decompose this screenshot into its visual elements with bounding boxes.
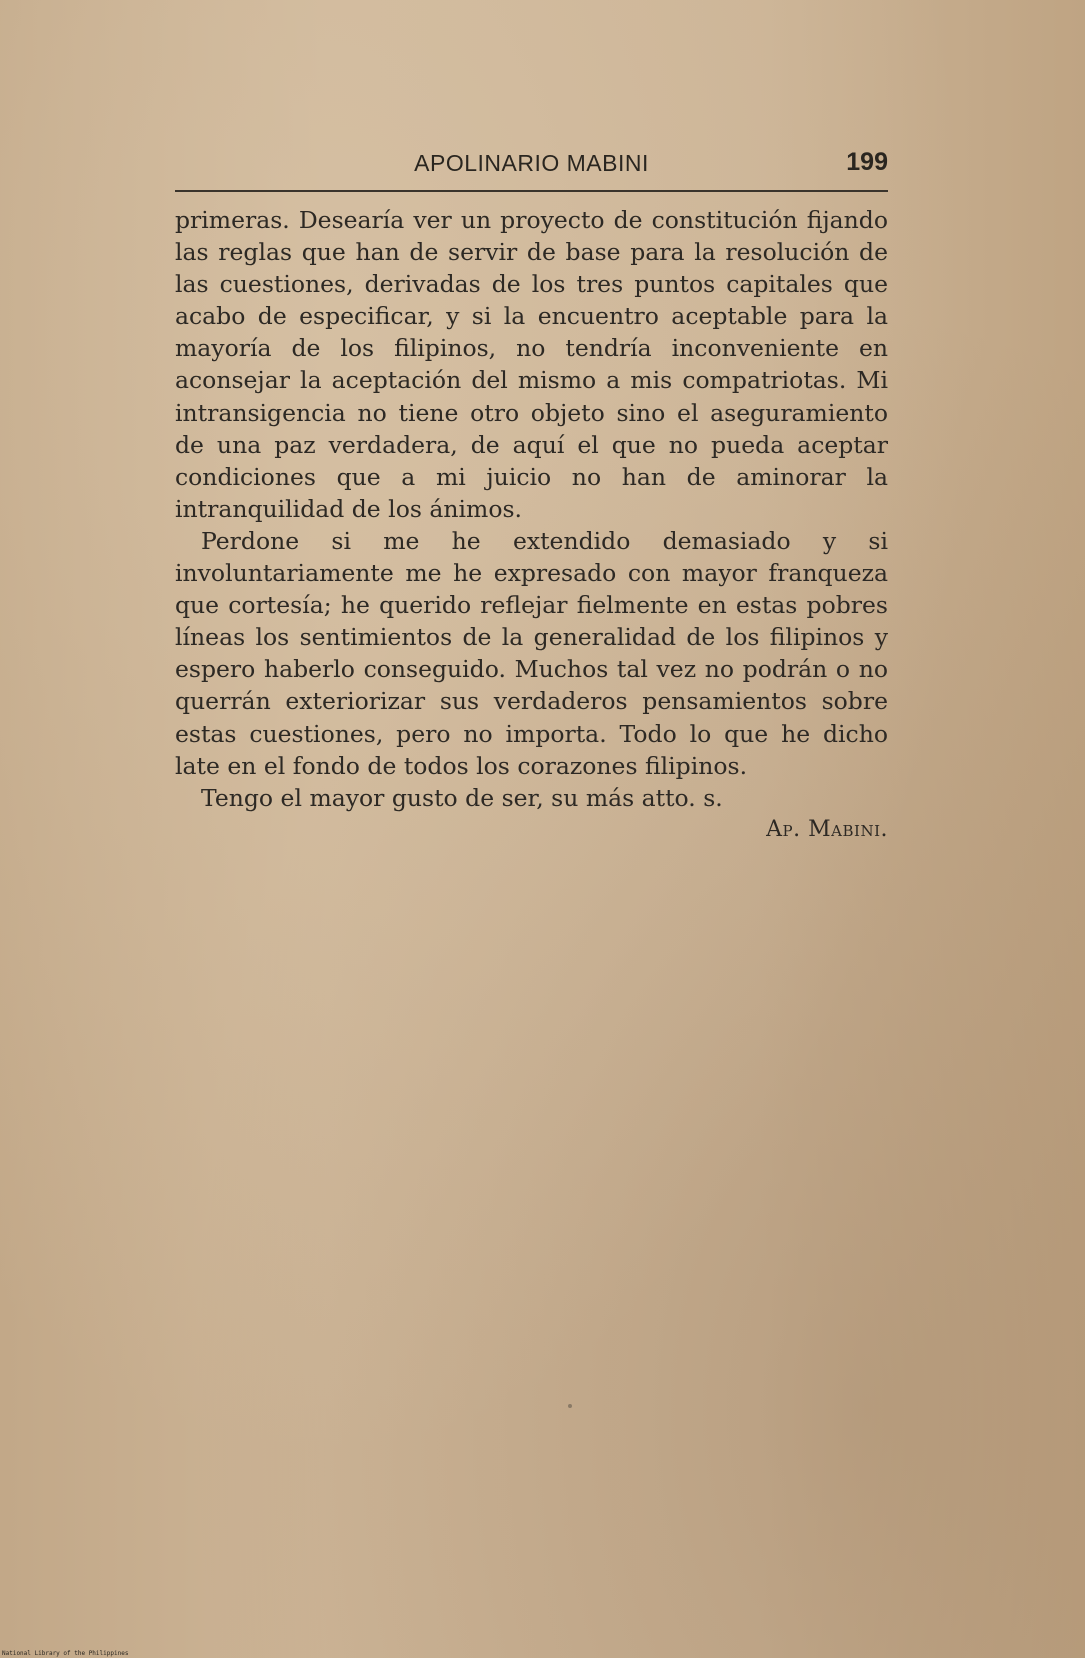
header-rule xyxy=(175,190,888,192)
running-head xyxy=(175,148,888,182)
signature: Ap. Mabini. xyxy=(766,816,888,842)
running-title: APOLINARIO MABINI xyxy=(414,150,649,176)
footer-credit: National Library of the Philippines xyxy=(2,1650,129,1657)
paragraph-1: primeras. Desearía ver un proyecto de constitución fijando las reglas que han de servir de base para la resolución de las cuestiones, derivadas de los tres puntos capitales que acabo de especificar, y si la encuentro aceptable para la mayoría de los filipinos, no tendría inconveniente en aconsejar la aceptación del mismo a mis compatriotas. Mi intransigencia no tiene otro objeto sino el aseguramiento de una paz verdadera, de aquí el que no pueda aceptar condiciones que a mi juicio no han de aminorar la intranquilidad de los ánimos. xyxy=(175,206,888,523)
page-number: 199 xyxy=(846,148,888,176)
paragraph-2: Perdone si me he extendido demasiado y si involuntariamente me he expresado con mayor franqueza que cortesía; he querido reflejar fielmente en estas pobres líneas los sentimientos de la generalidad de los filipinos y espero haberlo conseguido. Muchos tal vez no podrán o no querrán exteriorizar sus verdaderos pensamientos sobre estas cuestiones, pero no importa. Todo lo que he dicho late en el fondo de todos los corazones filipinos. xyxy=(175,526,888,780)
body-text xyxy=(175,204,888,846)
closing-line: Tengo el mayor gusto de ser, su más atto. s. xyxy=(201,783,723,812)
paper-speck xyxy=(568,1404,572,1408)
